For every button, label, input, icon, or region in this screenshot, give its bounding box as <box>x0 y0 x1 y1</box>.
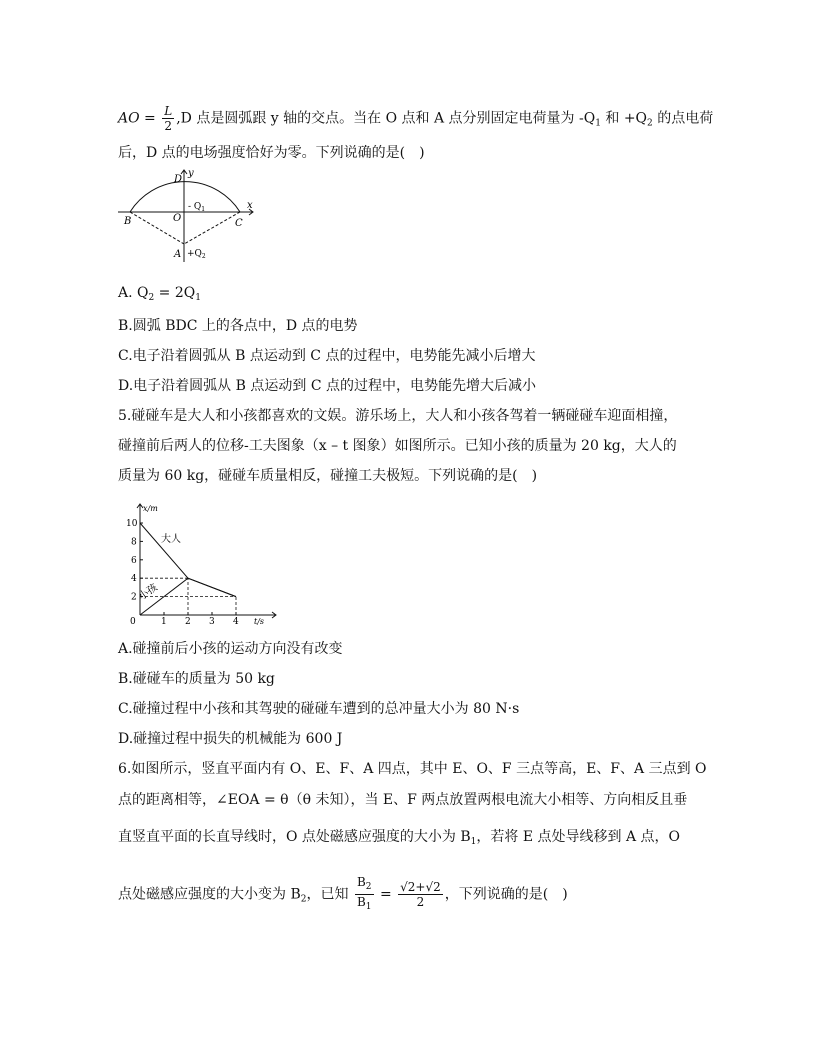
q4-option-c: C.电子沿着圆弧从 B 点运动到 C 点的过程中，电势能先减小后增大 <box>118 348 536 364</box>
label-y: y <box>188 168 194 179</box>
dash-ca <box>184 212 240 244</box>
series-label-child: 小孩 <box>136 582 160 603</box>
q4-figure <box>118 164 258 264</box>
chart-origin-label: 0 <box>130 617 136 625</box>
arc-bdc <box>130 182 240 212</box>
y-tick-label-4: 4 <box>131 574 137 585</box>
q4-option-a: A. $Q_2 = 2Q_1$ <box>118 285 201 303</box>
label-q1: - $Q_1$ <box>188 202 206 213</box>
q6-line-3: 直竖直平面的长直导线时，O 点处磁感应强度的大小为 $B_1$，若将 E 点处导线移到 A 点，O <box>118 829 681 847</box>
x-tick-label-2: 2 <box>185 617 191 625</box>
q4-line-2: 后，D 点的电场强度恰好为零。下列说确的是( ) <box>118 145 425 161</box>
x-tick-label-3: 3 <box>209 617 215 625</box>
chart-x-label: t/s <box>254 617 265 625</box>
q5-option-d: D.碰撞过程中损失的机械能为 600 J <box>118 731 343 747</box>
q4-line-1: AO = $\frac{L}{2}$ ,D 点是圆弧跟 y 轴的交点。当在 O 点和 A 点分别固定电荷量为 $-Q_1$ 和 $+Q_2$ 的点电荷 <box>118 104 714 133</box>
label-a: A <box>174 249 182 260</box>
q5-option-c: C.碰撞过程中小孩和其驾驶的碰碰车遭到的总冲量大小为 80 N·s <box>118 701 520 717</box>
label-q2: $+Q_2$ <box>187 249 206 260</box>
q4-option-d: D.电子沿着圆弧从 B 点运动到 C 点的过程中，电势能先增大后减小 <box>118 378 536 394</box>
q5-xt-chart <box>116 500 286 625</box>
chart-y-label: x/m <box>143 504 158 513</box>
y-tick-label-8: 8 <box>131 537 137 548</box>
q4-option-b: B.圆弧 BDC 上的各点中，D 点的电势 <box>118 318 358 334</box>
q6-rhs-fraction: $\frac{√2+√2}{2}$ <box>400 880 441 909</box>
q6-line-2: 点的距离相等，∠EOA = θ（θ 未知），当 E、F 两点放置两根电流大小相等、方向相反且垂 <box>118 792 688 808</box>
q5-option-b: B.碰碰车的质量为 50 kg <box>118 671 275 687</box>
q5-line-1: 5.碰碰车是大人和小孩都喜欢的文娱。游乐场上，大人和小孩各驾着一辆碰碰车迎面相撞， <box>118 408 678 424</box>
label-c: C <box>235 218 243 229</box>
q5-option-a: A.碰撞前后小孩的运动方向没有改变 <box>118 641 343 657</box>
label-o: O <box>173 213 182 224</box>
q5-line-2: 碰撞前后两人的位移-工夫图象（x – t 图象）如图所示。已知小孩的质量为 20 kg，大人的 <box>118 438 677 454</box>
series-label-adult: 大人 <box>161 534 181 545</box>
q4-fraction: $\frac{L}{2}$ <box>164 104 173 133</box>
x-tick-label-1: 1 <box>161 617 167 625</box>
y-tick-label-6: 6 <box>131 555 137 566</box>
q5-line-3: 质量为 60 kg，碰碰车质量相反，碰撞工夫极短。下列说确的是( ) <box>118 468 538 484</box>
y-tick-label-10: 10 <box>126 519 138 529</box>
label-b: B <box>124 216 132 227</box>
q6-line-4: 点处磁感应强度的大小变为 $B_2$，已知 $\frac{B_2}{B_1}$ = $\frac{√2+√2}{2}$ ，下列说确的是( ) <box>118 875 568 912</box>
q4-ao: AO <box>118 110 140 127</box>
q6-line-1: 6.如图所示，竖直平面内有 O、E、F、A 四点，其中 E、O、F 三点等高，E、F、A 三点到 O <box>118 761 707 777</box>
y-tick-label-2: 2 <box>131 592 137 603</box>
label-d: D <box>174 174 183 185</box>
x-tick-label-4: 4 <box>233 617 239 625</box>
label-x: x <box>247 200 253 211</box>
q6-ratio-fraction: $\frac{B_2}{B_1}$ <box>356 875 372 912</box>
